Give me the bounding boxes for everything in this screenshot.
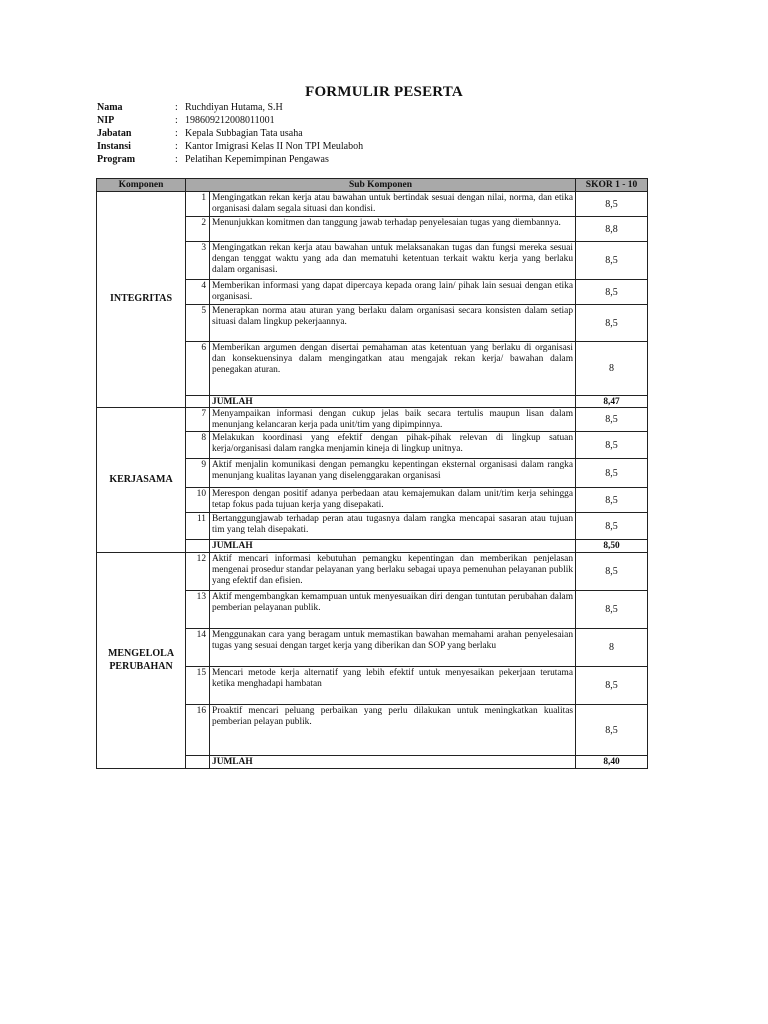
item-description: Mengingatkan rekan kerja atau bawahan untuk melaksanakan tugas dan fungsi mereka sesuai dengan tenggat waktu yang ada dan mematuhi ketentuan terkait waktu kerja yang berlaku dalam organisasi.: [210, 242, 576, 280]
item-description: Menunjukkan komitmen dan tanggung jawab terhadap penyelesaian tugas yang diembannya.: [210, 217, 576, 242]
info-colon: :: [175, 128, 178, 139]
table-header-row: [97, 179, 648, 192]
item-score: 8,5: [576, 305, 648, 342]
item-description: Mencari metode kerja alternatif yang lebih efektif untuk menyesaikan pekerjaan terutama ketika menghadapi hambatan: [210, 667, 576, 705]
jumlah-label: JUMLAH: [210, 540, 576, 553]
item-description: Menggunakan cara yang beragam untuk memastikan bawahan memahami arahan penyelesaian tugas yang sesuai dengan target kerja yang diberikan dan SOP yang berlaku: [210, 629, 576, 667]
jumlah-score: 8,50: [576, 540, 648, 553]
info-label: Program: [97, 154, 136, 165]
jumlah-label: JUMLAH: [210, 396, 576, 408]
item-number: 1: [186, 192, 210, 217]
component-kerjasama: KERJASAMA: [97, 408, 186, 553]
item-number: 4: [186, 280, 210, 305]
item-description: Aktif menjalin komunikasi dengan pemangku kepentingan eksternal organisasi dalam rangka menunjang kualitas layanan yang diselenggarakan organisasi: [210, 459, 576, 488]
info-row-jabatan: [97, 127, 363, 140]
table-row: [97, 192, 648, 217]
component-mengelola-perubahan: MENGELOLA PERUBAHAN: [97, 553, 186, 769]
info-colon: :: [175, 154, 178, 165]
info-row-nip: [97, 114, 363, 127]
item-number: 8: [186, 432, 210, 459]
item-description: Menerapkan norma atau aturan yang berlaku dalam organisasi secara konsisten dalam setiap situasi dalam lingkup pekerjaannya.: [210, 305, 576, 342]
item-number: 16: [186, 705, 210, 756]
item-number: 15: [186, 667, 210, 705]
item-score: 8,5: [576, 591, 648, 629]
item-description: Memberikan informasi yang dapat dipercaya kepada orang lain/ pihak lain sesuai dengan etika organisasi.: [210, 280, 576, 305]
info-colon: :: [175, 102, 178, 113]
info-colon: :: [175, 141, 178, 152]
item-number: 7: [186, 408, 210, 432]
item-description: Aktif mencari informasi kebutuhan pemangku kepentingan dan memberikan penjelasan mengenai prosedur standar pelayanan yang berlaku sebagai upaya pemenuhan pelayanan publik yang efektif dan efisien.: [210, 553, 576, 591]
item-number: 10: [186, 488, 210, 513]
item-description: Memberikan argumen dengan disertai pemahaman atas ketentuan yang berlaku di organisasi dan konsekuensinya dalam mengingatkan atau mengajak rekan kerja/ bawahan dalam penegakan aturan.: [210, 342, 576, 396]
table-row: [97, 408, 648, 432]
info-value: Pelatihan Kepemimpinan Pengawas: [185, 154, 329, 165]
info-row-nama: [97, 101, 363, 114]
info-value: 198609212008011001: [185, 115, 275, 126]
item-score: 8,5: [576, 667, 648, 705]
jumlah-score: 8,40: [576, 756, 648, 769]
item-description: Melakukan koordinasi yang efektif dengan pihak-pihak relevan di lingkup satuan kerja/organisasi dalam rangka menjamin kineja di lingkup unitnya.: [210, 432, 576, 459]
participant-info: [97, 101, 363, 166]
info-value: Kantor Imigrasi Kelas II Non TPI Meulaboh: [185, 141, 364, 152]
item-number: 6: [186, 342, 210, 396]
item-number: 5: [186, 305, 210, 342]
item-score: 8,5: [576, 432, 648, 459]
header-skor: SKOR 1 - 10: [576, 179, 648, 192]
jumlah-label: JUMLAH: [210, 756, 576, 769]
item-number: 12: [186, 553, 210, 591]
item-score: 8,5: [576, 192, 648, 217]
item-description: Merespon dengan positif adanya perbedaan atau kemajemukan dalam unit/tim kerja sehingga tetap fokus pada tujuan kerja yang disepakati.: [210, 488, 576, 513]
item-number: 13: [186, 591, 210, 629]
form-title: FORMULIR PESERTA: [305, 84, 463, 100]
info-value: Kepala Subbagian Tata usaha: [185, 128, 303, 139]
info-row-instansi: [97, 140, 363, 153]
jumlah-score: 8,47: [576, 396, 648, 408]
assessment-table: [96, 178, 648, 769]
item-score: 8,5: [576, 488, 648, 513]
item-score: 8,5: [576, 459, 648, 488]
item-number: 14: [186, 629, 210, 667]
item-description: Aktif mengembangkan kemampuan untuk menyesuaikan diri dengan tuntutan perubahan dalam pemberian pelayanan publik.: [210, 591, 576, 629]
item-description: Mengingatkan rekan kerja atau bawahan untuk bertindak sesuai dengan nilai, norma, dan etika organisasi dalam segala situasi dan kondisi.: [210, 192, 576, 217]
item-score: 8,5: [576, 408, 648, 432]
item-number-empty: [186, 540, 210, 553]
info-label: Jabatan: [97, 128, 132, 139]
item-score: 8,8: [576, 217, 648, 242]
item-score: 8,5: [576, 242, 648, 280]
item-score: 8: [576, 342, 648, 396]
item-number-empty: [186, 756, 210, 769]
info-label: NIP: [97, 115, 115, 126]
item-number: 3: [186, 242, 210, 280]
table-row: [97, 553, 648, 591]
item-description: Proaktif mencari peluang perbaikan yang perlu dilakukan untuk meningkatkan kualitas pemberian pelayan publik.: [210, 705, 576, 756]
info-colon: :: [175, 115, 178, 126]
component-integritas: INTEGRITAS: [97, 192, 186, 408]
item-description: Menyampaikan informasi dengan cukup jelas baik secara tertulis maupun lisan dalam menunjang kelancaran kerja pada unit/tim yang dipimpinnya.: [210, 408, 576, 432]
item-number: 11: [186, 513, 210, 540]
item-score: 8,5: [576, 280, 648, 305]
item-score: 8,5: [576, 553, 648, 591]
info-value: Ruchdiyan Hutama, S.H: [185, 102, 283, 113]
item-number: 9: [186, 459, 210, 488]
item-score: 8,5: [576, 705, 648, 756]
info-label: Nama: [97, 102, 123, 113]
item-score: 8,5: [576, 513, 648, 540]
item-number: 2: [186, 217, 210, 242]
header-komponen: Komponen: [97, 179, 186, 192]
item-description: Bertanggungjawab terhadap peran atau tugasnya dalam rangka mencapai sasaran atau tujuan tim yang telah disepakati.: [210, 513, 576, 540]
info-label: Instansi: [97, 141, 131, 152]
item-number-empty: [186, 396, 210, 408]
info-row-program: [97, 153, 363, 166]
item-score: 8: [576, 629, 648, 667]
header-sub-komponen: Sub Komponen: [186, 179, 576, 192]
